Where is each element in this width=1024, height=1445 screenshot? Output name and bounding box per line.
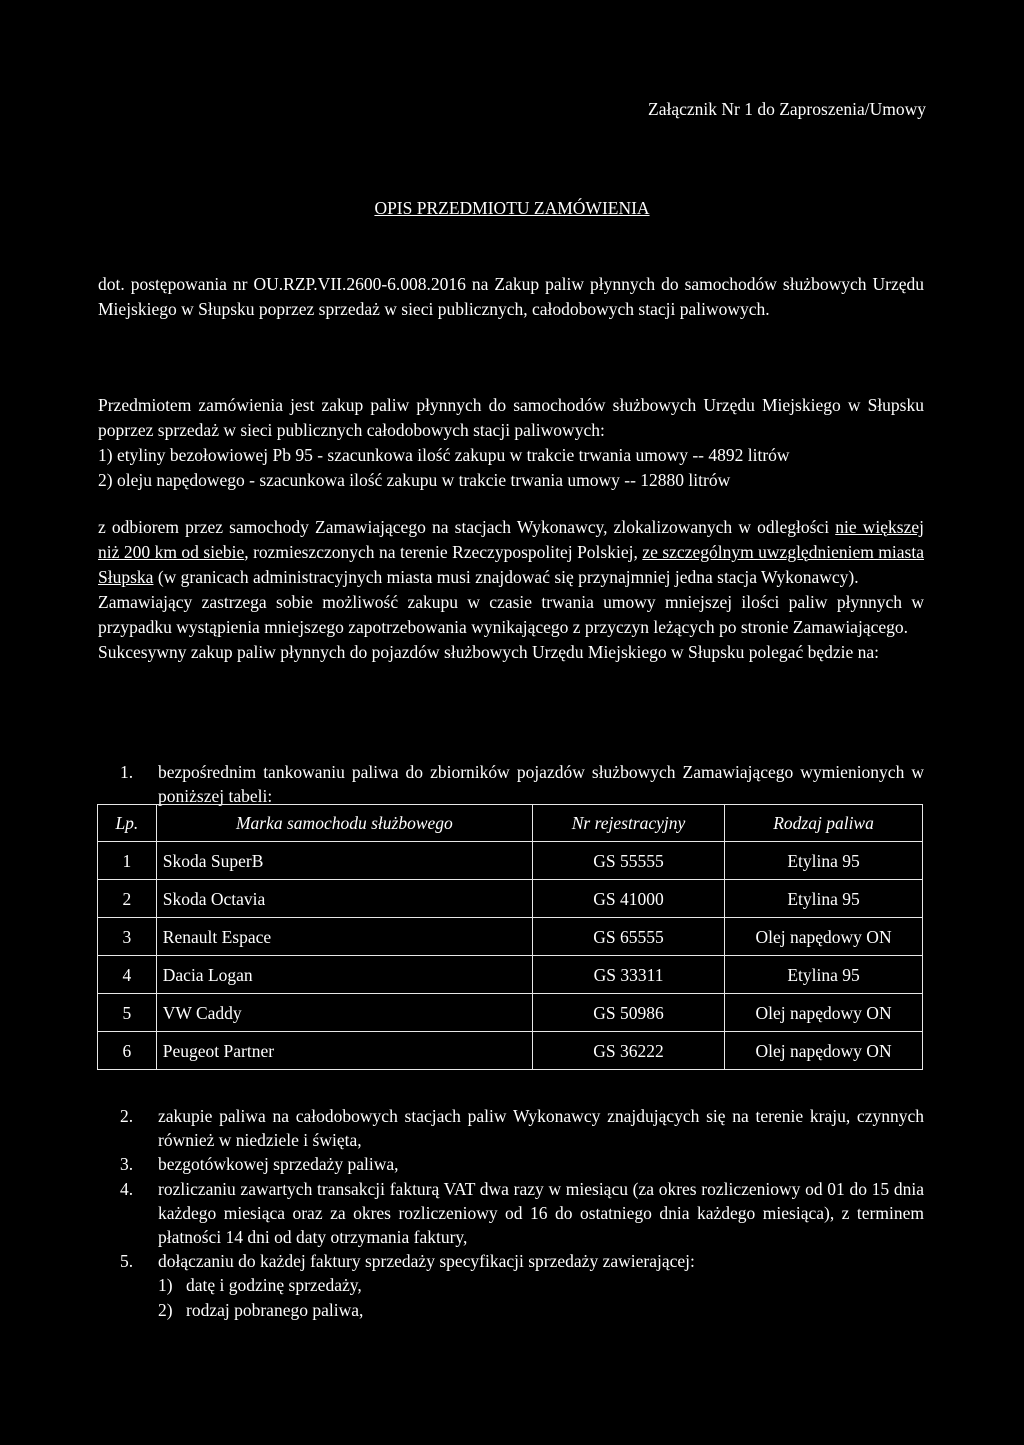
- cell-marka: VW Caddy: [156, 994, 532, 1032]
- annex-label: Załącznik Nr 1 do Zaproszenia/Umowy: [648, 99, 926, 119]
- list-item-4: [98, 1177, 924, 1250]
- list-item-5: [98, 1249, 924, 1273]
- list-number: 3.: [120, 1154, 134, 1175]
- condition-text-b: , rozmieszczonych na terenie Rzeczypospolitej Polskiej,: [244, 542, 643, 562]
- cell-rodzaj: Etylina 95: [725, 956, 923, 994]
- sublist-text: datę i godzinę sprzedaży,: [186, 1275, 362, 1296]
- list-item-2: [98, 1104, 924, 1152]
- slupsk-emphasis: ze szczególnym uwzględnieniem miasta Słupska: [98, 542, 924, 587]
- table-header-row: [98, 805, 923, 842]
- table-row: [98, 842, 923, 880]
- fuel-item-diesel: 2) oleju napędowego - szacunkowa ilość zakupu w trakcie trwania umowy -- 12880 litrów: [98, 470, 731, 490]
- table-row: [98, 1032, 923, 1070]
- cell-lp: 1: [98, 842, 157, 880]
- cell-rodzaj: Olej napędowy ON: [725, 1032, 923, 1070]
- reserve-clause: Zamawiający zastrzega sobie możliwość zakupu w czasie trwania umowy mniejszej ilości paliw płynnych w przypadku wystąpienia mniejszego zapotrzebowania wynikającego z przyczyn leżących po stronie Zamawiającego.: [98, 592, 924, 637]
- conditions-section: [98, 515, 924, 665]
- cell-marka: Peugeot Partner: [156, 1032, 532, 1070]
- list-text: bezpośrednim tankowaniu paliwa do zbiorników pojazdów służbowych Zamawiającego wymienionych w poniższej tabeli:: [158, 762, 924, 806]
- list-item-1: [98, 760, 924, 808]
- list-item-3: [98, 1152, 924, 1176]
- fuel-item-petrol: 1) etyliny bezołowiowej Pb 95 - szacunkowa ilość zakupu w trakcie trwania umowy -- 4892 litrów: [98, 445, 790, 465]
- cell-lp: 2: [98, 880, 157, 918]
- cell-nr: GS 50986: [532, 994, 724, 1032]
- table-row: [98, 956, 923, 994]
- header-nr: Nr rejestracyjny: [532, 805, 724, 842]
- cell-marka: Renault Espace: [156, 918, 532, 956]
- intro-section: [98, 393, 924, 493]
- cell-rodzaj: Etylina 95: [725, 880, 923, 918]
- cell-nr: GS 65555: [532, 918, 724, 956]
- header-lp: Lp.: [98, 805, 157, 842]
- cell-nr: GS 36222: [532, 1032, 724, 1070]
- header-rodzaj: Rodzaj paliwa: [725, 805, 923, 842]
- condition-text-c: (w granicach administracyjnych miasta musi znajdować się przynajmniej jedna stacja Wykonawcy).: [153, 567, 859, 587]
- sublist-item-1: [98, 1273, 924, 1297]
- procedure-reference: dot. postępowania nr OU.RZP.VII.2600-6.008.2016 na Zakup paliw płynnych do samochodów służbowych Urzędu Miejskiego w Słupsku poprzez sprzedaż w sieci publicznych, całodobowych stacji paliwowych.: [98, 274, 924, 319]
- table-row: [98, 918, 923, 956]
- intro-text: Przedmiotem zamówienia jest zakup paliw płynnych do samochodów służbowych Urzędu Miejskiego w Słupsku poprzez sprzedaż w sieci publicznych całodobowych stacji paliwowych:: [98, 395, 924, 440]
- cell-marka: Dacia Logan: [156, 956, 532, 994]
- distance-limit: nie większej niż 200 km od siebie: [98, 517, 924, 562]
- vehicles-table: [97, 804, 923, 1070]
- cell-marka: Skoda Octavia: [156, 880, 532, 918]
- cell-nr: GS 33311: [532, 956, 724, 994]
- cell-lp: 4: [98, 956, 157, 994]
- cell-rodzaj: Olej napędowy ON: [725, 918, 923, 956]
- document-title: OPIS PRZEDMIOTU ZAMÓWIENIA: [374, 198, 650, 218]
- sublist-item-2: [98, 1298, 924, 1322]
- condition-text-a: z odbiorem przez samochody Zamawiającego na stacjach Wykonawcy, zlokalizowanych w odległości: [98, 517, 836, 537]
- list-text: bezgotówkowej sprzedaży paliwa,: [158, 1154, 399, 1175]
- table-row: [98, 880, 923, 918]
- cell-rodzaj: Etylina 95: [725, 842, 923, 880]
- sublist-text: rodzaj pobranego paliwa,: [186, 1299, 364, 1320]
- cell-marka: Skoda SuperB: [156, 842, 532, 880]
- cell-rodzaj: Olej napędowy ON: [725, 994, 923, 1032]
- list-number: 5.: [120, 1251, 134, 1272]
- cell-lp: 5: [98, 994, 157, 1032]
- cell-lp: 3: [98, 918, 157, 956]
- sublist-number: 2): [158, 1299, 173, 1320]
- cell-lp: 6: [98, 1032, 157, 1070]
- list-text: rozliczaniu zawartych transakcji fakturą VAT dwa razy w miesiącu (za okres rozliczeniowy od 01 do 15 dnia każdego miesiąca oraz za okres rozliczeniowy od 16 do ostatniego dnia każdego miesiąca), z terminem płatności 14 dni od daty otrzymania faktury,: [158, 1178, 924, 1248]
- requirements-list: [98, 1104, 924, 1322]
- list-number: 2.: [120, 1106, 134, 1126]
- header-marka: Marka samochodu służbowego: [156, 805, 532, 842]
- list-number: 1.: [120, 762, 134, 782]
- table-row: [98, 994, 923, 1032]
- cell-nr: GS 41000: [532, 880, 724, 918]
- list-text: zakupie paliwa na całodobowych stacjach paliw Wykonawcy znajdujących się na terenie kraju, czynnych również w niedziele i święta,: [158, 1106, 924, 1151]
- purchase-intro: Sukcesywny zakup paliw płynnych do pojazdów służbowych Urzędu Miejskiego w Słupsku polegać będzie na:: [98, 642, 880, 662]
- cell-nr: GS 55555: [532, 842, 724, 880]
- sublist-number: 1): [158, 1275, 173, 1296]
- pickup-conditions: [98, 515, 924, 590]
- list-number: 4.: [120, 1178, 134, 1199]
- list-text: dołączaniu do każdej faktury sprzedaży specyfikacji sprzedaży zawierającej:: [158, 1251, 695, 1272]
